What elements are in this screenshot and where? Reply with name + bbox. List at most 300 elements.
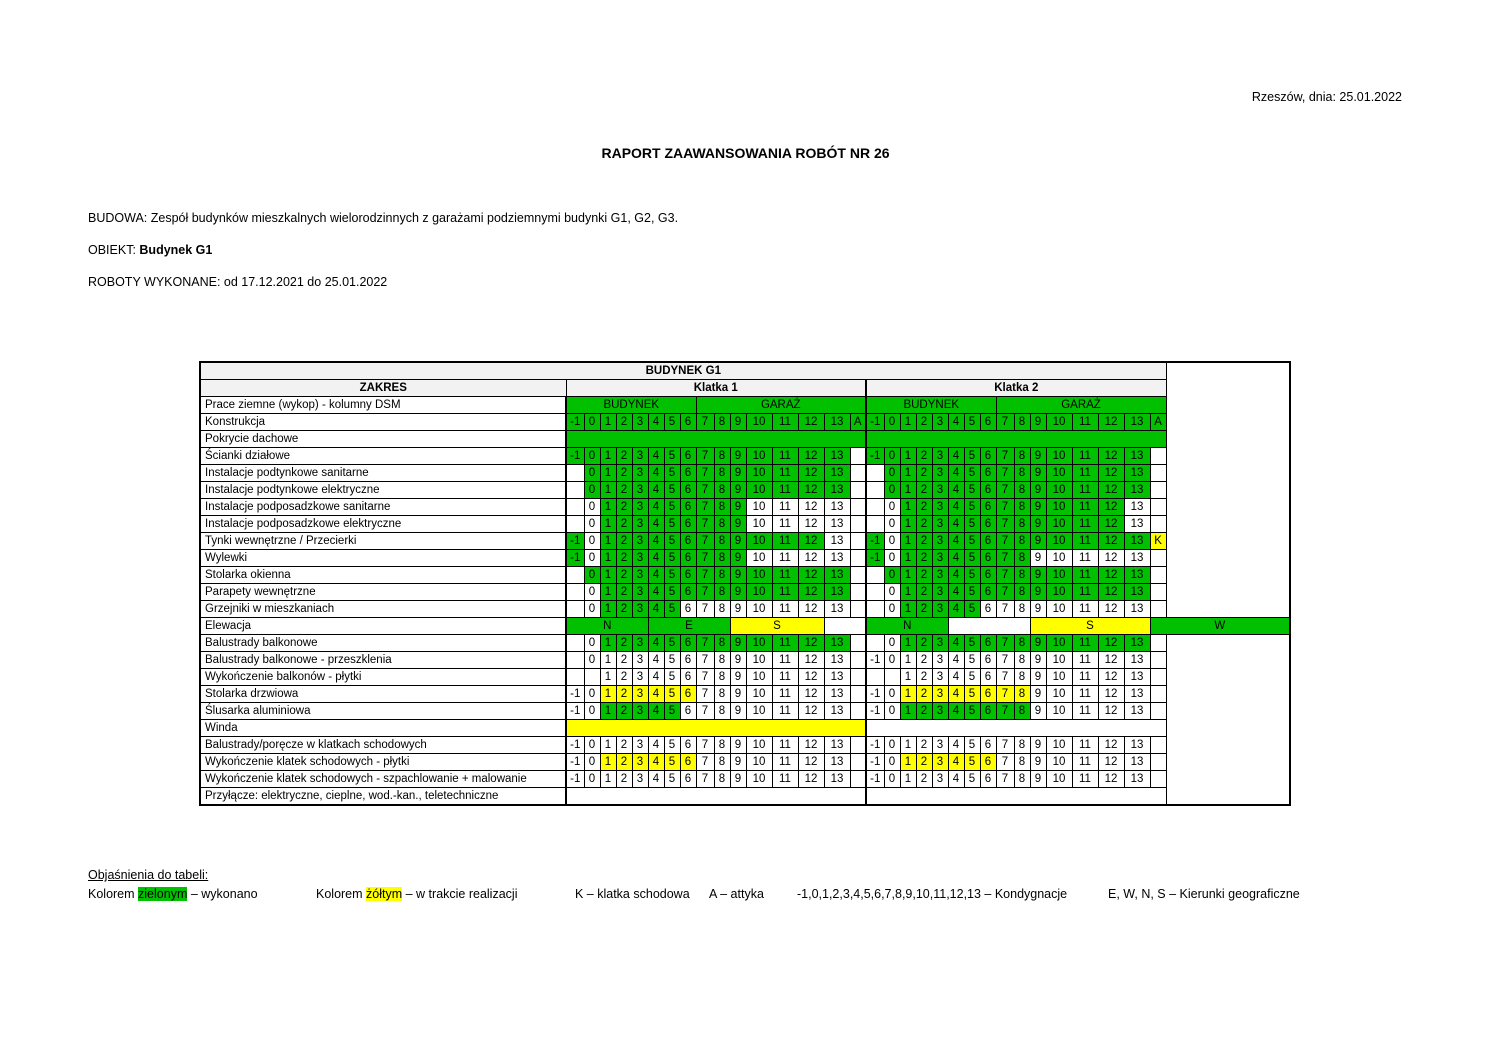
level-cell: 11 [1072, 499, 1098, 516]
level-cell: -1 [566, 686, 584, 703]
level-cell [866, 499, 884, 516]
level-cell: 3 [932, 754, 948, 771]
elewacja-s: S [730, 618, 824, 635]
level-cell: 2 [916, 703, 932, 720]
level-cell: 7 [696, 516, 714, 533]
level-cell: 6 [980, 448, 996, 465]
level-cell: 2 [616, 567, 632, 584]
level-cell: 1 [600, 584, 616, 601]
level-cell: 5 [964, 601, 980, 618]
level-cell: 10 [746, 516, 772, 533]
level-cell: 3 [632, 516, 648, 533]
level-cell: 3 [932, 567, 948, 584]
level-cell: 0 [584, 686, 600, 703]
level-cell: 3 [632, 669, 648, 686]
level-cell: 8 [1014, 635, 1030, 652]
level-cell: 12 [798, 414, 824, 431]
level-cell: 11 [772, 550, 798, 567]
level-cell: 11 [772, 754, 798, 771]
level-cell: 7 [996, 550, 1014, 567]
level-cell: 0 [884, 533, 900, 550]
level-cell: 1 [900, 703, 916, 720]
level-cell [884, 669, 900, 686]
level-cell: 4 [648, 499, 664, 516]
level-cell: 5 [664, 465, 680, 482]
level-cell [1150, 448, 1166, 465]
level-cell: 9 [1030, 465, 1046, 482]
level-cell: -1 [566, 754, 584, 771]
level-cell: 4 [648, 686, 664, 703]
row-label: Elewacja [200, 618, 566, 635]
level-cell: 8 [1014, 516, 1030, 533]
level-cell [566, 567, 584, 584]
level-cell: 0 [884, 652, 900, 669]
elewacja-empty [824, 618, 866, 635]
level-cell: 0 [584, 567, 600, 584]
level-cell: 12 [1098, 737, 1124, 754]
level-cell: 1 [900, 414, 916, 431]
row-label: Wykończenie klatek schodowych - płytki [200, 754, 566, 771]
level-cell: K [1150, 533, 1166, 550]
level-cell: 13 [824, 771, 850, 788]
level-cell: 7 [696, 754, 714, 771]
level-cell: 11 [772, 686, 798, 703]
level-cell: 11 [1072, 584, 1098, 601]
level-cell: 7 [996, 499, 1014, 516]
elewacja-n: N [566, 618, 648, 635]
table-row [200, 635, 1290, 652]
level-cell [850, 652, 866, 669]
level-cell: -1 [566, 414, 584, 431]
level-cell: 9 [730, 584, 746, 601]
level-cell: 8 [714, 635, 730, 652]
level-cell: 4 [948, 550, 964, 567]
level-cell: 4 [948, 669, 964, 686]
level-cell: 2 [916, 550, 932, 567]
level-cell: 9 [1030, 482, 1046, 499]
level-cell: 13 [1124, 771, 1150, 788]
level-cell: 0 [584, 533, 600, 550]
level-cell: 4 [948, 567, 964, 584]
level-cell: 5 [964, 550, 980, 567]
level-cell: 3 [632, 703, 648, 720]
level-cell: 2 [616, 516, 632, 533]
level-cell: 1 [900, 686, 916, 703]
level-cell: 1 [900, 567, 916, 584]
level-cell: 12 [1098, 703, 1124, 720]
level-cell: 12 [1098, 601, 1124, 618]
level-cell: 3 [632, 414, 648, 431]
level-cell: 7 [696, 652, 714, 669]
table-row [200, 686, 1290, 703]
level-cell: 11 [1072, 703, 1098, 720]
level-cell: 3 [932, 550, 948, 567]
level-cell: 3 [932, 703, 948, 720]
level-cell: 7 [996, 601, 1014, 618]
level-cell: 1 [600, 703, 616, 720]
level-cell: 7 [696, 414, 714, 431]
level-cell: 9 [1030, 635, 1046, 652]
level-cell: 10 [746, 703, 772, 720]
table-row [200, 618, 1290, 635]
level-cell: 12 [1098, 448, 1124, 465]
elewacja-empty [948, 618, 1030, 635]
level-cell: 6 [680, 601, 696, 618]
level-cell: 0 [584, 482, 600, 499]
level-cell [850, 550, 866, 567]
level-cell: 5 [964, 448, 980, 465]
level-cell: 4 [948, 601, 964, 618]
level-cell: 2 [616, 550, 632, 567]
level-cell: 8 [714, 482, 730, 499]
level-cell: 7 [696, 567, 714, 584]
level-cell: 4 [648, 550, 664, 567]
level-cell: 11 [1072, 669, 1098, 686]
level-cell: 1 [600, 754, 616, 771]
level-cell [850, 448, 866, 465]
level-cell: 4 [648, 703, 664, 720]
level-cell: 9 [730, 533, 746, 550]
level-cell: 7 [996, 686, 1014, 703]
level-cell: 6 [680, 414, 696, 431]
level-cell: 10 [746, 686, 772, 703]
level-cell: 9 [1030, 414, 1046, 431]
legend-yellow: Kolorem żółtym – w trakcie realizacji [316, 887, 518, 901]
level-cell: 5 [964, 533, 980, 550]
level-cell: 11 [772, 567, 798, 584]
level-cell: 1 [600, 737, 616, 754]
klatka2-header: Klatka 2 [866, 380, 1166, 397]
level-cell: 13 [1124, 448, 1150, 465]
level-cell: 3 [632, 584, 648, 601]
level-cell: 11 [772, 482, 798, 499]
level-cell: 0 [884, 584, 900, 601]
table-row [200, 788, 1290, 806]
level-cell: 7 [696, 465, 714, 482]
level-cell: 8 [1014, 414, 1030, 431]
level-cell: 11 [1072, 482, 1098, 499]
level-cell: 6 [980, 499, 996, 516]
level-cell: 13 [824, 601, 850, 618]
level-cell: 5 [964, 567, 980, 584]
level-cell: 1 [600, 771, 616, 788]
level-cell: 3 [932, 652, 948, 669]
level-cell: 3 [632, 499, 648, 516]
table-row [200, 737, 1290, 754]
level-cell [850, 567, 866, 584]
level-cell: 3 [632, 737, 648, 754]
klatka1-header: Klatka 1 [566, 380, 866, 397]
level-cell: 7 [996, 516, 1014, 533]
level-cell: -1 [866, 652, 884, 669]
level-cell: 7 [696, 550, 714, 567]
level-cell: 12 [1098, 465, 1124, 482]
level-cell: 13 [824, 482, 850, 499]
level-cell: 5 [964, 414, 980, 431]
level-cell: 8 [1014, 754, 1030, 771]
level-cell: 10 [746, 737, 772, 754]
level-cell: 7 [696, 737, 714, 754]
level-cell: 1 [900, 737, 916, 754]
legend-title: Objaśnienia do tabeli: [88, 868, 209, 882]
level-cell: 4 [948, 448, 964, 465]
level-cell [866, 465, 884, 482]
table-row [200, 362, 1290, 380]
level-cell: 1 [900, 499, 916, 516]
level-cell: 10 [1046, 686, 1072, 703]
level-cell: 3 [632, 771, 648, 788]
level-cell: 11 [772, 669, 798, 686]
level-cell: A [1150, 414, 1166, 431]
level-cell: 6 [980, 635, 996, 652]
level-cell: 13 [1124, 669, 1150, 686]
level-cell: 4 [648, 516, 664, 533]
level-cell: 5 [964, 584, 980, 601]
budowa-line: BUDOWA: Zespół budynków mieszkalnych wielorodzinnych z garażami podziemnymi budynki G1, G2, G3. [88, 211, 679, 225]
level-cell: -1 [866, 754, 884, 771]
level-cell: 7 [696, 771, 714, 788]
level-cell: 11 [1072, 686, 1098, 703]
level-cell: 13 [824, 516, 850, 533]
row-label: Konstrukcja [200, 414, 566, 431]
level-cell: 5 [664, 482, 680, 499]
level-cell: 3 [932, 482, 948, 499]
level-cell: 9 [730, 686, 746, 703]
level-cell: 7 [696, 499, 714, 516]
level-cell: 11 [1072, 635, 1098, 652]
level-cell [1150, 499, 1166, 516]
level-cell: 9 [730, 465, 746, 482]
level-cell: 6 [980, 567, 996, 584]
level-cell: 6 [680, 482, 696, 499]
level-cell: 1 [900, 482, 916, 499]
level-cell: 1 [600, 516, 616, 533]
row-label: Instalacje podtynkowe sanitarne [200, 465, 566, 482]
legend-yellow-word: żółtym [366, 887, 403, 901]
level-cell: 5 [664, 635, 680, 652]
building-header: BUDYNEK G1 [200, 362, 1166, 380]
level-cell: 13 [1124, 635, 1150, 652]
level-cell: 3 [632, 482, 648, 499]
level-cell: 10 [1046, 652, 1072, 669]
level-cell: 0 [884, 499, 900, 516]
level-cell: 9 [1030, 669, 1046, 686]
level-cell: 13 [824, 465, 850, 482]
level-cell: 10 [1046, 771, 1072, 788]
level-cell [1150, 516, 1166, 533]
level-cell: 10 [746, 465, 772, 482]
roboty-line: ROBOTY WYKONANE: od 17.12.2021 do 25.01.2022 [88, 275, 388, 289]
level-cell: -1 [566, 448, 584, 465]
level-cell: 9 [1030, 567, 1046, 584]
level-cell [850, 482, 866, 499]
level-cell: 8 [1014, 448, 1030, 465]
level-cell: 11 [1072, 414, 1098, 431]
level-cell: 8 [1014, 737, 1030, 754]
level-cell: 2 [916, 669, 932, 686]
level-cell: 2 [616, 771, 632, 788]
level-cell: -1 [566, 737, 584, 754]
level-cell: 10 [1046, 550, 1072, 567]
level-cell: 3 [932, 635, 948, 652]
level-cell: 12 [798, 516, 824, 533]
level-cell: 13 [824, 533, 850, 550]
row-label: Balustrady balkonowe - przeszklenia [200, 652, 566, 669]
level-cell: 0 [884, 567, 900, 584]
level-cell: 10 [746, 482, 772, 499]
level-cell: 6 [980, 703, 996, 720]
level-cell: 5 [664, 584, 680, 601]
row-label: Instalacje podposadzkowe elektryczne [200, 516, 566, 533]
level-cell: 5 [664, 703, 680, 720]
level-cell: 0 [884, 737, 900, 754]
level-cell: 0 [884, 448, 900, 465]
level-cell: 4 [948, 516, 964, 533]
level-cell: 6 [980, 414, 996, 431]
elewacja-e: E [648, 618, 730, 635]
level-cell: -1 [866, 533, 884, 550]
level-cell: 10 [746, 584, 772, 601]
level-cell: 13 [1124, 482, 1150, 499]
level-cell: 13 [1124, 737, 1150, 754]
level-cell [566, 601, 584, 618]
level-cell: 7 [696, 635, 714, 652]
level-cell: 8 [1014, 771, 1030, 788]
level-cell: 13 [824, 584, 850, 601]
table-row [200, 465, 1290, 482]
level-cell: 11 [1072, 448, 1098, 465]
level-cell: 8 [1014, 533, 1030, 550]
level-cell: 7 [696, 448, 714, 465]
row-label: Przyłącze: elektryczne, cieplne, wod.-kan., teletechniczne [200, 788, 566, 806]
level-cell [866, 567, 884, 584]
level-cell: 11 [1072, 533, 1098, 550]
level-cell: 6 [980, 533, 996, 550]
table-row [200, 499, 1290, 516]
level-cell: 9 [730, 652, 746, 669]
level-cell: 10 [746, 448, 772, 465]
level-cell: 2 [916, 601, 932, 618]
level-cell: 8 [1014, 567, 1030, 584]
level-cell: 3 [932, 448, 948, 465]
level-cell [850, 516, 866, 533]
level-cell: 5 [964, 499, 980, 516]
row-label: Grzejniki w mieszkaniach [200, 601, 566, 618]
level-cell: 8 [714, 686, 730, 703]
row-label: Wykończenie balkonów - płytki [200, 669, 566, 686]
level-cell: 11 [772, 771, 798, 788]
level-cell: 0 [884, 550, 900, 567]
level-cell: 11 [1072, 737, 1098, 754]
level-cell [850, 686, 866, 703]
level-cell: 4 [948, 771, 964, 788]
level-cell: 6 [980, 601, 996, 618]
level-cell: 0 [584, 771, 600, 788]
level-cell: 12 [798, 465, 824, 482]
level-cell: 2 [616, 584, 632, 601]
level-cell: 6 [680, 550, 696, 567]
level-cell [1150, 482, 1166, 499]
level-cell: 2 [916, 482, 932, 499]
level-cell [1150, 550, 1166, 567]
level-cell: 8 [714, 499, 730, 516]
level-cell: 4 [648, 567, 664, 584]
level-cell: 10 [1046, 499, 1072, 516]
roof-cell [866, 431, 1166, 448]
level-cell: 2 [916, 516, 932, 533]
level-cell: 2 [916, 686, 932, 703]
level-cell [566, 516, 584, 533]
level-cell: 8 [1014, 499, 1030, 516]
level-cell: 4 [948, 465, 964, 482]
level-cell: 3 [632, 465, 648, 482]
level-cell: 6 [980, 550, 996, 567]
level-cell: 9 [730, 669, 746, 686]
level-cell: 8 [1014, 652, 1030, 669]
elewacja-w: W [1150, 618, 1290, 635]
level-cell: 5 [664, 754, 680, 771]
level-cell: 1 [900, 465, 916, 482]
level-cell: 1 [600, 533, 616, 550]
level-cell: 5 [664, 737, 680, 754]
level-cell: 11 [1072, 465, 1098, 482]
level-cell: 1 [600, 414, 616, 431]
level-cell: 8 [1014, 465, 1030, 482]
level-cell [1150, 669, 1166, 686]
legend-green-word: zielonym [138, 887, 188, 901]
level-cell: 2 [616, 652, 632, 669]
level-cell: 7 [996, 737, 1014, 754]
legend-green: Kolorem zielonym – wykonano [88, 887, 258, 901]
level-cell: 12 [798, 601, 824, 618]
row-label: Wylewki [200, 550, 566, 567]
level-cell: 3 [632, 686, 648, 703]
row-label: Pokrycie dachowe [200, 431, 566, 448]
level-cell: 13 [1124, 465, 1150, 482]
level-cell: 13 [1124, 703, 1150, 720]
level-cell: 4 [648, 737, 664, 754]
level-cell: 2 [916, 533, 932, 550]
level-cell: 11 [772, 499, 798, 516]
level-cell: 3 [632, 652, 648, 669]
row-label: Instalacje podtynkowe elektryczne [200, 482, 566, 499]
zakres-header: ZAKRES [200, 380, 566, 397]
level-cell: 2 [616, 669, 632, 686]
level-cell [566, 482, 584, 499]
row-label: Tynki wewnętrzne / Przecierki [200, 533, 566, 550]
level-cell: 0 [884, 771, 900, 788]
level-cell [566, 635, 584, 652]
level-cell [850, 635, 866, 652]
table-row [200, 703, 1290, 720]
level-cell: 9 [730, 737, 746, 754]
level-cell: 8 [714, 448, 730, 465]
level-cell: 13 [1124, 652, 1150, 669]
level-cell: 12 [798, 550, 824, 567]
row-label: Stolarka okienna [200, 567, 566, 584]
budynek-label: BUDYNEK [566, 397, 696, 414]
level-cell: 5 [964, 652, 980, 669]
level-cell: 10 [746, 669, 772, 686]
level-cell: 8 [714, 550, 730, 567]
level-cell: 0 [584, 550, 600, 567]
level-cell: 10 [1046, 465, 1072, 482]
level-cell [584, 669, 600, 686]
level-cell: 1 [600, 601, 616, 618]
level-cell: 1 [900, 669, 916, 686]
level-cell [866, 482, 884, 499]
level-cell: 8 [714, 533, 730, 550]
